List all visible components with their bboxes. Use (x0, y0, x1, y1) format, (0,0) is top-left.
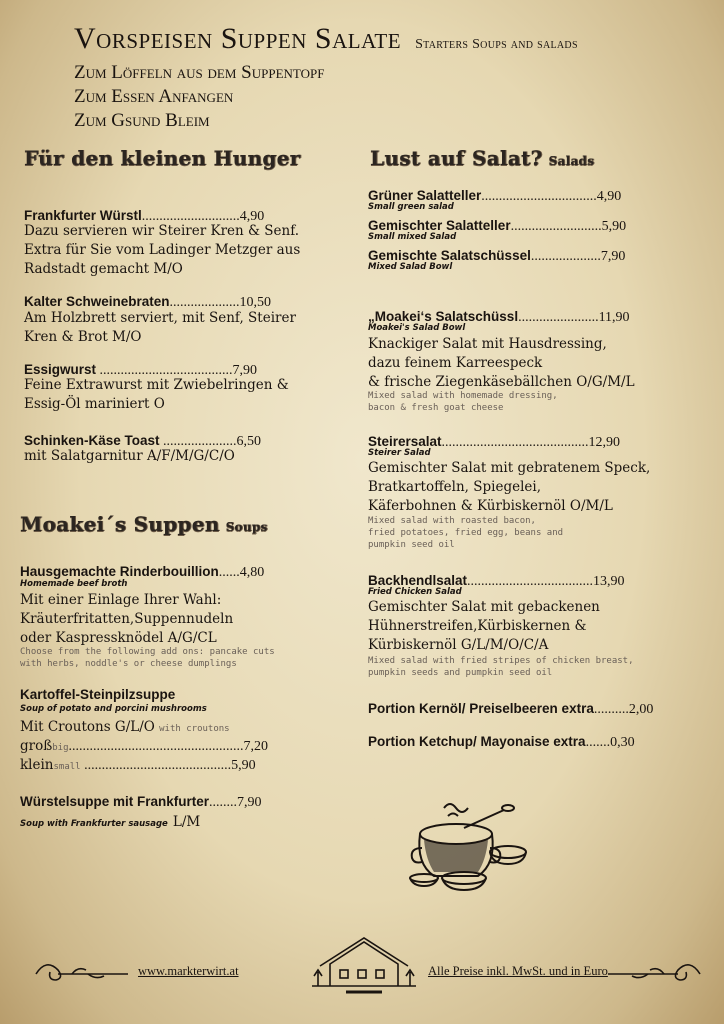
section-heading-salads (370, 146, 594, 170)
item-price: 7,90 (237, 795, 262, 810)
item-name-en: Steirer Salad (368, 448, 431, 458)
description-line: Knackiger Salat mit Hausdressing, (368, 336, 607, 352)
menu-item-extra-ketchup (368, 731, 635, 751)
item-description (24, 376, 289, 414)
item-name: Frankfurter Würstl (24, 208, 142, 223)
item-price: 11,90 (598, 310, 630, 325)
item-name: Essigwurst (24, 362, 97, 377)
item-price: 7,90 (600, 249, 626, 264)
description-line: Mit einer Einlage Ihrer Wahl: (20, 592, 222, 608)
ornament-flourish-icon (600, 956, 704, 992)
description-line-en: Mixed salad with fried stripes of chicken breast, (368, 656, 634, 666)
dot-leader: ........ (209, 795, 238, 810)
item-price: 2,00 (628, 702, 654, 717)
item-name-en: Soup with Frankfurter sausage (20, 819, 168, 829)
description-line-en: with herbs, noddle's or cheese dumplings (20, 659, 237, 669)
dot-leader: ................................. (481, 189, 597, 204)
item-description (20, 718, 230, 737)
section-heading-soups (20, 512, 268, 536)
description-line: Gemischter Salat mit gebackenen (368, 599, 600, 615)
description-line: Kräuterfritatten,Suppennudeln (20, 611, 234, 627)
item-name: Schinken-Käse Toast (24, 433, 160, 448)
item-name: Grüner Salatteller (368, 188, 482, 203)
menu-item-extra-kernoel (368, 698, 653, 718)
allergens: L/M (172, 814, 201, 830)
menu-item-rinderbouillion (20, 561, 264, 581)
item-name: Steirersalat (368, 434, 442, 449)
description-line-en: Mixed salad with roasted bacon, (368, 516, 536, 526)
soup-pot-illustration (404, 798, 528, 896)
dot-leader: ..................... (159, 434, 237, 449)
item-name-en: Soup of potato and porcini mushrooms (20, 704, 207, 714)
item-name-en: Mixed Salad Bowl (368, 262, 453, 272)
size-label-en: big (52, 743, 69, 753)
item-name: „Moakei‘s Salatschüssl (368, 309, 519, 324)
dot-leader: ...................................... (96, 363, 233, 378)
item-price: 7,90 (232, 363, 258, 378)
description-line-en: pumpkin seed oil (368, 540, 455, 550)
size-label: groß (20, 738, 53, 754)
item-price: 0,30 (610, 735, 635, 750)
item-description (24, 222, 300, 279)
item-price: 5,90 (231, 758, 256, 773)
item-name: Kartoffel-Steinpilzsuppe (20, 687, 176, 702)
item-name: Kalter Schweinebraten (24, 294, 170, 309)
description-line-en: fried potatoes, fried egg, beans and (368, 528, 564, 538)
description-line: Käferbohnen & Kürbiskernöl O/M/L (368, 498, 613, 514)
farmhouse-illustration (306, 934, 422, 998)
menu-item-wuerstelsuppe (20, 791, 262, 811)
item-description (368, 459, 650, 516)
description-line: Am Holzbrett serviert, mit Senf, Steirer (24, 310, 296, 326)
item-price: 5,90 (601, 219, 627, 234)
section-title: Moakei´s Suppen (20, 512, 220, 536)
description-line: Kürbiskernöl G/L/M/O/C/A (368, 637, 549, 653)
item-name-en: Moakei's Salad Bowl (368, 323, 466, 333)
dot-leader: .......................................... (80, 758, 232, 773)
description-line: oder Kaspressknödel A/G/CL (20, 630, 217, 646)
item-price: 4,90 (239, 209, 265, 224)
menu-item-schweinebraten (24, 291, 271, 311)
item-name-en: Small mixed Salad (368, 232, 457, 242)
item-name: Gemischter Salatteller (368, 218, 511, 233)
description-line-en: pumpkin seeds and pumpkin seed oil (368, 668, 553, 678)
description-line-en: Choose from the following add ons: pancake cuts (20, 647, 275, 657)
menu-item-kartoffelsuppe (20, 684, 175, 703)
dot-leader: .......... (593, 702, 629, 717)
subtitle-line-1: Zum Löffeln aus dem Suppentopf (74, 62, 325, 83)
title-en: Starters Soups and salads (415, 37, 578, 52)
item-name: Hausgemachte Rinderbouillion (20, 564, 219, 579)
item-description (24, 447, 235, 466)
description-line: Radstadt gemacht M/O (24, 261, 183, 277)
ornament-flourish-icon (32, 956, 136, 992)
item-description-en (20, 646, 275, 670)
description-line-en: bacon & fresh goat cheese (368, 403, 504, 413)
item-price: 10,50 (239, 295, 272, 310)
description-line: Feine Extrawurst mit Zwiebelringen & (24, 377, 289, 393)
description-line: Mit Croutons G/L/O (20, 719, 155, 735)
item-description (368, 335, 635, 392)
item-name: Portion Kernöl/ Preiselbeeren extra (368, 701, 594, 716)
title-de: Vorspeisen Suppen Salate (74, 22, 402, 55)
item-description (20, 591, 233, 648)
dot-leader: .................................... (467, 574, 594, 589)
description-line: mit Salatgarnitur A/F/M/G/C/O (24, 448, 235, 464)
size-label: klein (20, 757, 54, 773)
section-heading-small-hunger: Für den kleinen Hunger (24, 146, 301, 170)
dot-leader: ...... (218, 565, 240, 580)
dot-leader: .......................... (510, 219, 602, 234)
size-label-en: small (53, 762, 81, 772)
page-title (74, 22, 578, 56)
item-name-en: Small green salad (368, 202, 454, 212)
description-line: Kren & Brot M/O (24, 329, 142, 345)
item-description (24, 309, 296, 347)
item-name: Backhendlsalat (368, 573, 468, 588)
item-price: 7,20 (243, 739, 269, 754)
description-line: Essig-Öl mariniert O (24, 396, 165, 412)
item-name: Würstelsuppe mit Frankfurter (20, 794, 210, 809)
description-line: dazu feinem Karreespeck (368, 355, 543, 371)
item-name: Gemischte Salatschüssel (368, 248, 531, 263)
item-description (368, 598, 600, 655)
item-description-en (368, 515, 563, 551)
dot-leader: .................... (169, 295, 240, 310)
description-line: Gemischter Salat mit gebratenem Speck, (368, 460, 651, 476)
item-price: 6,50 (236, 434, 262, 449)
section-title-en: Soups (225, 520, 268, 534)
item-description-en (368, 655, 634, 679)
dot-leader: ....................... (518, 310, 599, 325)
description-line: & frische Ziegenkäsebällchen O/G/M/L (368, 374, 635, 390)
item-name: Portion Ketchup/ Mayonaise extra (368, 734, 586, 749)
item-price: 12,90 (588, 435, 621, 450)
price-note: Alle Preise inkl. MwSt. und in Euro (428, 964, 608, 978)
subtitle-line-3: Zum Gsund Bleim (74, 110, 210, 131)
item-name-en-row (20, 811, 200, 832)
description-line: Hühnerstreifen,Kürbiskernen & (368, 618, 587, 634)
description-line-en: with croutons (159, 724, 230, 734)
description-line: Dazu servieren wir Steirer Kren & Senf. (24, 223, 300, 239)
description-line-en: Mixed salad with homemade dressing, (368, 391, 558, 401)
item-name-en: Fried Chicken Salad (368, 587, 462, 597)
item-price: 4,80 (239, 565, 265, 580)
item-name-en: Homemade beef broth (20, 579, 128, 589)
description-line: Bratkartoffeln, Spiegelei, (368, 479, 542, 495)
dot-leader: .................................................. (68, 739, 244, 754)
section-title-en: Salads (548, 154, 595, 168)
dot-leader: .................... (530, 249, 601, 264)
item-price: 13,90 (593, 574, 625, 589)
website-link[interactable]: www.markterwirt.at (138, 964, 239, 978)
item-price: 4,90 (596, 189, 622, 204)
dot-leader: ............................ (141, 209, 240, 224)
size-row-big (20, 737, 268, 756)
subtitle-line-2: Zum Essen Anfangen (74, 86, 234, 107)
description-line: Extra für Sie vom Ladinger Metzger aus (24, 242, 301, 258)
section-title: Lust auf Salat? (370, 146, 543, 170)
size-row-small (20, 756, 256, 775)
item-description-en (368, 390, 558, 414)
dot-leader: .......................................... (441, 435, 589, 450)
dot-leader: ....... (585, 735, 611, 750)
